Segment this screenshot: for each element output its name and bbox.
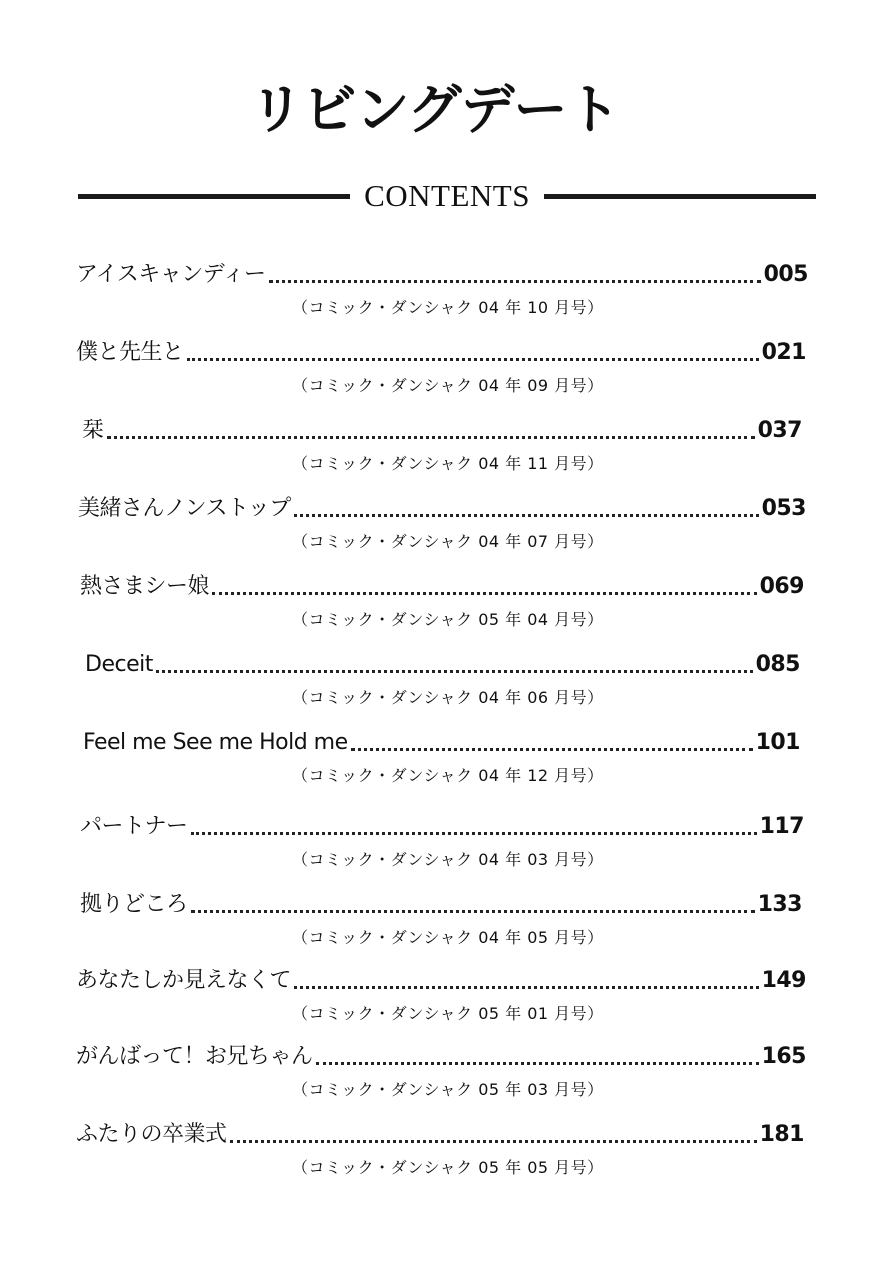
toc-entry xyxy=(0,1118,869,1190)
entry-page-number: 181 xyxy=(759,1122,804,1147)
toc-entry xyxy=(0,1040,869,1112)
book-title: リビングデート xyxy=(249,78,620,141)
entry-page-number: 165 xyxy=(761,1044,806,1069)
entry-page-number: 085 xyxy=(755,652,800,677)
toc-entry-line xyxy=(85,648,800,682)
entry-source: （コミック・ダンシャク 05 年 04 月号） xyxy=(292,610,604,629)
toc-entry xyxy=(0,492,869,564)
entry-source: （コミック・ダンシャク 04 年 05 月号） xyxy=(292,928,604,947)
toc-entry xyxy=(0,888,869,960)
toc-entry xyxy=(0,648,869,720)
entry-page-number: 149 xyxy=(761,968,806,993)
entry-page-number: 133 xyxy=(757,892,802,917)
toc-entry-line xyxy=(78,492,806,526)
entry-page-number: 117 xyxy=(759,814,804,839)
entry-page-number: 037 xyxy=(757,418,802,443)
toc-entry-line xyxy=(82,414,802,448)
toc-entry-line xyxy=(76,1118,804,1152)
toc-entry-line xyxy=(80,888,802,922)
toc-entry xyxy=(0,570,869,642)
entry-title: アイスキャンディー xyxy=(76,262,266,287)
dot-leader xyxy=(316,1062,759,1065)
toc-entry-line xyxy=(80,570,804,604)
entry-page-number: 021 xyxy=(761,340,806,365)
entry-title: 拠りどころ xyxy=(80,892,188,917)
toc-entry-line xyxy=(76,964,806,998)
entry-title: がんばって！お兄ちゃん xyxy=(76,1044,313,1069)
dot-leader xyxy=(187,358,759,361)
entry-source: （コミック・ダンシャク 04 年 10 月号） xyxy=(292,298,604,317)
toc-entry-line xyxy=(76,1040,806,1074)
toc-entry xyxy=(0,258,869,330)
entry-page-number: 101 xyxy=(755,730,800,755)
entry-title: Deceit xyxy=(85,652,153,677)
entry-page-number: 053 xyxy=(761,496,806,521)
entry-source: （コミック・ダンシャク 05 年 05 月号） xyxy=(292,1158,604,1177)
entry-title: 熱さまシー娘 xyxy=(80,574,210,599)
dot-leader xyxy=(351,748,753,751)
entry-source: （コミック・ダンシャク 04 年 07 月号） xyxy=(292,532,604,551)
contents-header xyxy=(78,172,816,220)
entry-source: （コミック・ダンシャク 04 年 12 月号） xyxy=(292,766,604,785)
entry-title: 美緒さんノンストップ xyxy=(78,496,291,521)
entry-page-number: 069 xyxy=(759,574,804,599)
entry-title: Feel me See me Hold me xyxy=(83,730,348,755)
entry-source: （コミック・ダンシャク 04 年 11 月号） xyxy=(292,454,604,473)
dot-leader xyxy=(212,592,757,595)
entry-page-number: 005 xyxy=(763,262,808,287)
dot-leader xyxy=(230,1140,757,1143)
dot-leader xyxy=(294,514,759,517)
entry-title: パートナー xyxy=(80,814,188,839)
toc-entry-line xyxy=(80,810,804,844)
entry-title: 僕と先生と xyxy=(76,340,184,365)
toc-entry-line xyxy=(83,726,800,760)
toc-entry xyxy=(0,964,869,1036)
dot-leader xyxy=(107,436,755,439)
entry-title: あなたしか見えなくて xyxy=(76,968,292,993)
entry-title: ふたりの卒業式 xyxy=(76,1122,227,1147)
contents-label: CONTENTS xyxy=(364,178,530,213)
dot-leader xyxy=(156,670,753,673)
entry-source: （コミック・ダンシャク 05 年 03 月号） xyxy=(292,1080,604,1099)
entry-source: （コミック・ダンシャク 05 年 01 月号） xyxy=(292,1004,604,1023)
toc-entry xyxy=(0,414,869,486)
dot-leader xyxy=(191,910,755,913)
entry-source: （コミック・ダンシャク 04 年 06 月号） xyxy=(292,688,604,707)
dot-leader xyxy=(269,280,761,283)
right-rule xyxy=(544,194,816,199)
entry-source: （コミック・ダンシャク 04 年 03 月号） xyxy=(292,850,604,869)
entry-title: 栞 xyxy=(82,418,104,443)
toc-entry xyxy=(0,810,869,882)
toc-entry-line xyxy=(76,336,806,370)
toc-entry xyxy=(0,336,869,408)
entry-source: （コミック・ダンシャク 04 年 09 月号） xyxy=(292,376,604,395)
toc-entry xyxy=(0,726,869,798)
dot-leader xyxy=(294,986,759,989)
dot-leader xyxy=(191,832,757,835)
left-rule xyxy=(78,194,350,199)
toc-entry-line xyxy=(76,258,808,292)
